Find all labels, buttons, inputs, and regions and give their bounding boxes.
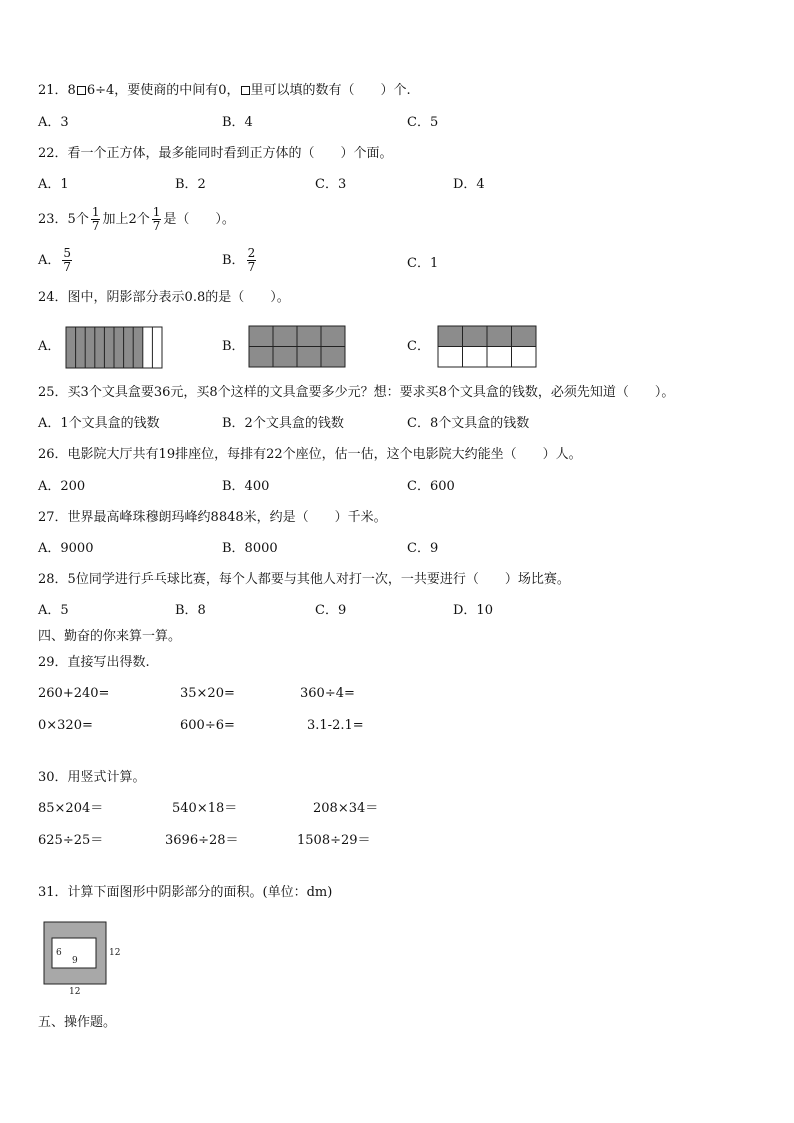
q23-option-a[interactable]: A． $\frac{5}{7}$ xyxy=(38,246,72,274)
q31-figure xyxy=(44,918,124,998)
q29-expression: 35×20= xyxy=(180,686,235,701)
q24-figure-a xyxy=(66,327,162,369)
q21-option-b[interactable]: B．4 xyxy=(222,115,253,130)
outer-height-label: 12 xyxy=(109,948,121,958)
q23-text-pre: 23．5个 xyxy=(38,212,89,227)
question-22: 22．看一个正方体，最多能同时看到正方体的（ ）个面。 xyxy=(38,146,393,161)
q28-option-c[interactable]: C．9 xyxy=(315,603,347,618)
inner-width-label: 9 xyxy=(72,956,78,966)
q21-text-start: 21．8 xyxy=(38,83,76,98)
fraction-one-seventh: $\frac{1}{7}$ xyxy=(91,205,100,233)
question-29: 29．直接写出得数. xyxy=(38,655,150,670)
question-27: 27．世界最高峰珠穆朗玛峰约8848米，约是（ ）千米。 xyxy=(38,510,387,525)
question-24: 24．图中，阴影部分表示0.8的是（ ）。 xyxy=(38,290,290,305)
question-25: 25．买3个文具盒要36元，买8个这样的文具盒要多少元？想：要求买8个文具盒的钱数，必须先知道（ ）。 xyxy=(38,385,675,400)
q26-option-a[interactable]: A．200 xyxy=(38,479,86,494)
q27-option-a[interactable]: A．9000 xyxy=(38,541,94,556)
q28-option-a[interactable]: A．5 xyxy=(38,603,69,618)
q30-expression: 540×18＝ xyxy=(172,801,238,816)
q29-expression: 260+240= xyxy=(38,686,110,701)
q21-text-end: 里可以填的数有（ ）个. xyxy=(250,83,411,98)
q23-text-mid: 加上2个 xyxy=(102,212,150,227)
fraction-one-seventh: $\frac{1}{7}$ xyxy=(152,205,161,233)
question-26: 26．电影院大厅共有19排座位，每排有22个座位，估一估，这个电影院大约能坐（ ）人。 xyxy=(38,447,582,462)
blank-box-icon xyxy=(77,86,86,95)
q29-expression: 3.1-2.1= xyxy=(307,718,364,733)
inner-height-label: 6 xyxy=(56,948,62,958)
q30-expression: 625÷25＝ xyxy=(38,833,104,848)
question-28: 28．5位同学进行乒乓球比赛，每个人都要与其他人对打一次，一共要进行（ ）场比赛。 xyxy=(38,572,570,587)
fraction-five-sevenths: $\frac{5}{7}$ xyxy=(63,246,72,274)
q25-option-a[interactable]: A．1个文具盒的钱数 xyxy=(38,416,160,431)
outer-width-label: 12 xyxy=(69,987,81,997)
section-5-title: 五、操作题。 xyxy=(38,1015,117,1030)
q24-option-c[interactable]: C． xyxy=(407,339,430,354)
q23-text-post: 是（ ）。 xyxy=(163,212,235,227)
question-31: 31．计算下面图形中阴影部分的面积。(单位：dm) xyxy=(38,885,333,900)
q22-option-d[interactable]: D．4 xyxy=(453,177,485,192)
q25-option-c[interactable]: C．8个文具盒的钱数 xyxy=(407,416,530,431)
q30-expression: 85×204＝ xyxy=(38,801,104,816)
q28-option-d[interactable]: D．10 xyxy=(453,603,493,618)
q21-text-middle: 6÷4，要使商的中间有0， xyxy=(86,83,240,98)
q22-option-b[interactable]: B．2 xyxy=(175,177,206,192)
q23-option-c[interactable]: C．1 xyxy=(407,256,439,271)
question-23 xyxy=(38,205,235,235)
q24-figure-b xyxy=(249,326,345,368)
question-30: 30．用竖式计算。 xyxy=(38,770,146,785)
q21-option-a[interactable]: A．3 xyxy=(38,115,69,130)
q23-option-b[interactable]: B． $\frac{2}{7}$ xyxy=(222,246,256,274)
q25-option-b[interactable]: B．2个文具盒的钱数 xyxy=(222,416,344,431)
q30-expression: 208×34＝ xyxy=(313,801,379,816)
section-4-title: 四、勤奋的你来算一算。 xyxy=(38,629,182,644)
q27-option-c[interactable]: C．9 xyxy=(407,541,439,556)
q24-option-b[interactable]: B． xyxy=(222,339,245,354)
q30-expression: 1508÷29＝ xyxy=(297,833,371,848)
q24-option-a[interactable]: A． xyxy=(38,339,61,354)
q24-figure-c xyxy=(438,326,536,368)
q29-expression: 360÷4= xyxy=(300,686,355,701)
q21-option-c[interactable]: C．5 xyxy=(407,115,439,130)
q22-option-c[interactable]: C．3 xyxy=(315,177,347,192)
q22-option-a[interactable]: A．1 xyxy=(38,177,69,192)
question-21 xyxy=(38,83,411,99)
blank-box-icon xyxy=(241,86,250,95)
q28-option-b[interactable]: B．8 xyxy=(175,603,206,618)
q30-expression: 3696÷28＝ xyxy=(165,833,239,848)
fraction-two-sevenths: $\frac{2}{7}$ xyxy=(247,246,256,274)
q29-expression: 0×320= xyxy=(38,718,93,733)
q26-option-c[interactable]: C．600 xyxy=(407,479,455,494)
q26-option-b[interactable]: B．400 xyxy=(222,479,270,494)
q29-expression: 600÷6= xyxy=(180,718,235,733)
q27-option-b[interactable]: B．8000 xyxy=(222,541,278,556)
